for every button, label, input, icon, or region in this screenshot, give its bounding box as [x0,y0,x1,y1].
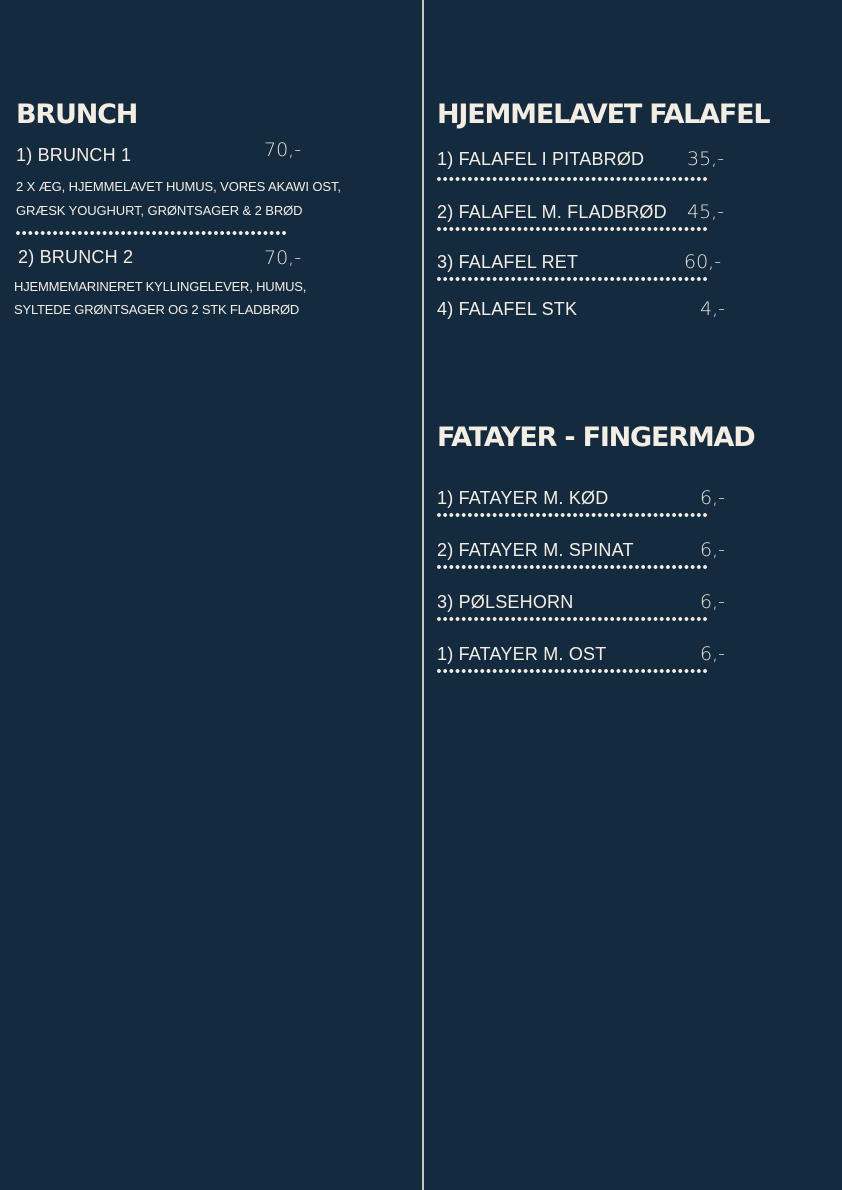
item-price: 6,- [700,487,725,509]
item-description: 2 X ÆG, HJEMMELAVET HUMUS, VORES AKAWI OST, [16,179,341,194]
item-description: HJEMMEMARINERET KYLLINGELEVER, HUMUS, [14,279,307,294]
fatayer-heading: FATAYER - FINGERMAD [437,422,755,453]
dotted-separator [16,231,286,235]
falafel-heading: HJEMMELAVET FALAFEL [437,99,770,130]
item-price: 35,- [687,148,725,170]
item-name: 2) FATAYER M. SPINAT [437,540,634,560]
brunch-heading: BRUNCH [16,99,138,130]
item-price: 70,- [264,139,302,161]
dotted-separator [437,669,707,673]
item-price: 4,- [700,298,725,320]
item-name: 2) BRUNCH 2 [18,247,134,267]
dotted-separator [437,227,707,231]
dotted-separator [437,513,707,517]
dotted-separator [437,565,707,569]
dotted-separator [437,177,707,181]
item-name: 1) FATAYER M. KØD [437,488,609,508]
item-price: 6,- [700,539,725,561]
item-description: GRÆSK YOUGHURT, GRØNTSAGER & 2 BRØD [16,203,303,218]
item-name: 3) FALAFEL RET [437,252,579,272]
column-divider [422,0,424,1190]
item-price: 6,- [700,591,725,613]
item-name: 4) FALAFEL STK [437,299,578,319]
item-price: 6,- [700,643,725,665]
item-name: 3) PØLSEHORN [437,592,574,612]
item-name: 1) FATAYER M. OST [437,644,607,664]
item-name: 1) FALAFEL I PITABRØD [437,149,645,169]
item-name: 2) FALAFEL M. FLADBRØD [437,202,667,222]
dotted-separator [437,277,707,281]
item-price: 60,- [684,251,722,273]
item-name: 1) BRUNCH 1 [16,145,132,165]
item-price: 70,- [264,247,302,269]
item-price: 45,- [687,201,725,223]
item-description: SYLTEDE GRØNTSAGER OG 2 STK FLADBRØD [14,302,300,317]
dotted-separator [437,617,707,621]
